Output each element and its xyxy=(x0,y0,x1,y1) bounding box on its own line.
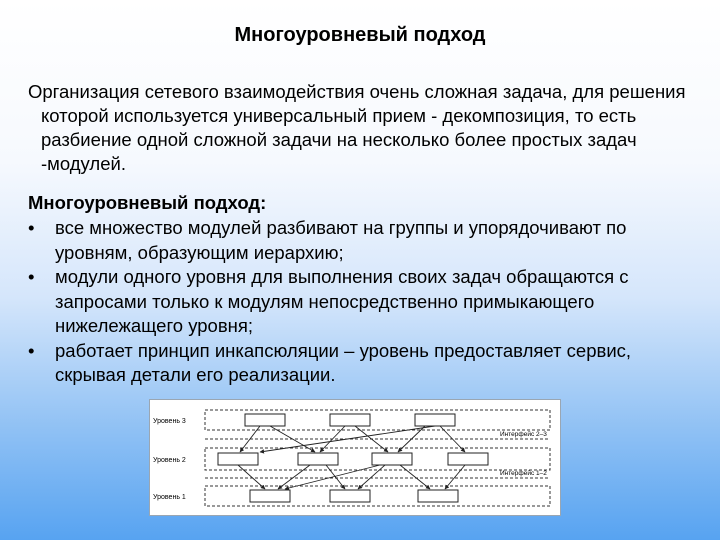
bullet-text: работает принцип инкапсюляции – уровень предоставляет сервис, скрывая детали его реализации. xyxy=(55,339,632,385)
module-box xyxy=(448,453,488,465)
bullet-symbol: • xyxy=(28,339,35,361)
module-box xyxy=(330,490,370,502)
bullet-item xyxy=(28,265,693,339)
interface-label: Интерфейс 2–3 xyxy=(500,431,547,438)
arrows-2-1 xyxy=(238,465,465,489)
interface-label: Интерфейс 1–2 xyxy=(500,470,547,477)
level-label: Уровень 2 xyxy=(153,457,186,464)
module-box xyxy=(415,414,455,426)
level-label: Уровень 3 xyxy=(153,418,186,425)
slide-title: Многоуровневый подход xyxy=(234,24,486,46)
module-box xyxy=(250,490,290,502)
bullet-symbol: • xyxy=(28,217,35,238)
intro-paragraph: Организация сетевого взаимодействия очень сложная задача, для решения которой используется универсальный прием - декомпозиция, то есть разбиение одной сложной задачи на несколько более простых задач -модулей. xyxy=(28,81,686,174)
bullet-item xyxy=(28,216,693,265)
bullet-item xyxy=(28,339,693,388)
subheading: Многоуровневый подход: xyxy=(28,192,267,213)
module-box xyxy=(245,414,285,426)
layer-diagram xyxy=(149,399,561,516)
bullet-text: все множество модулей разбивают на группы и упорядочивают по уровням, образующим иерархию; xyxy=(55,217,627,263)
bullet-symbol: • xyxy=(28,266,35,287)
module-box xyxy=(330,414,370,426)
module-box xyxy=(418,490,458,502)
module-box xyxy=(372,453,412,465)
bullet-text: модули одного уровня для выполнения своих задач обращаются с запросами только к модулям непосредственно примыкающего нижележащего уровня; xyxy=(55,266,629,336)
module-box xyxy=(298,453,338,465)
layer-diagram-svg xyxy=(150,400,560,515)
module-box xyxy=(218,453,258,465)
level-label: Уровень 1 xyxy=(153,494,186,501)
bullet-list xyxy=(28,216,693,388)
